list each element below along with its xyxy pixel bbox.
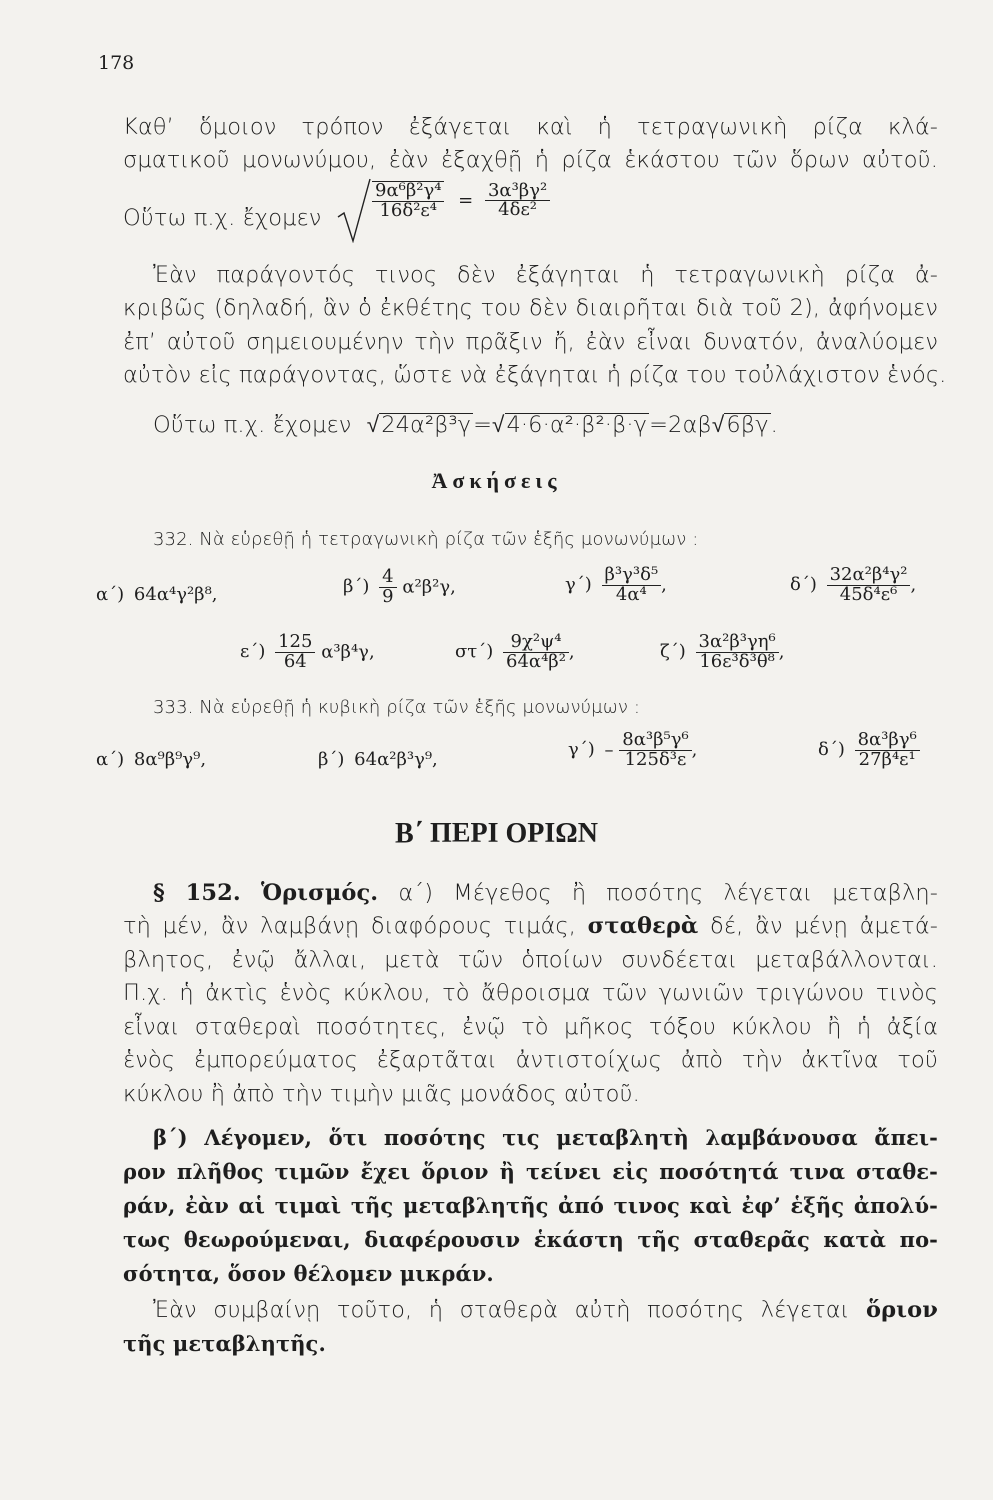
para152-line-7: κύκλου ἢ ἀπὸ τὴν τιμὴν μιᾶς μονάδος αὐτοῦ. xyxy=(123,1081,640,1107)
section-title: Β΄ ΠΕΡΙ ΟΡΙΩΝ xyxy=(395,818,598,849)
para2-line-4: αὐτὸν εἰς παράγοντας, ὥστε νὰ ἐξάγηται ἡ ρίζα του τοὐλάχιστον ἑνός. xyxy=(123,362,947,388)
para152-b-line-4: τως θεωρούμεναι, διαφέρουσιν ἑκάστη τῆς σταθερᾶς κατὰ πο- xyxy=(123,1227,938,1252)
radicand-3: 6βγ xyxy=(726,412,769,438)
exercise-332-c: γ΄) $\frac{\text{β³γ³δ⁵}}{\text{4α⁴}}$ , xyxy=(565,564,667,605)
denominator: 16δ²ε⁴ xyxy=(379,199,437,221)
para152-line-5: εἶναι σταθεραὶ ποσότητες, ἐνῷ τὸ μῆκος τόξου κύκλου ἢ ἡ ἀξία xyxy=(123,1014,938,1040)
para152-line-2: τὴ μέν, ἂν λαμβάνῃ διαφόρους τιμάς, σταθερὰ δέ, ἂν μένῃ ἀμετά- xyxy=(123,913,938,939)
denominator: 4δε² xyxy=(498,199,537,221)
para152-c-line-2: τῆς μεταβλητῆς. xyxy=(123,1331,326,1356)
para2-line-1: Ἐὰν παράγοντός τινος δὲν ἐξάγηται ἡ τετραγωνικὴ ρίζα ἀ- xyxy=(153,262,938,288)
para152-line-1: § 152. Ὁρισμός. α΄) Μέγεθος ἢ ποσότης λέγεται μεταβλη- xyxy=(153,880,938,906)
para2-line-3: ἐπ’ αὐτοῦ σημειουμένην τὴν πρᾶξιν ἤ, ἐὰν εἶναι δυνατόν, ἀναλύομεν xyxy=(123,329,938,355)
exercise-332: 332. Νὰ εὑρεθῇ ἡ τετραγωνικὴ ρίζα τῶν ἑξῆς μονωνύμων : xyxy=(153,529,699,550)
exercises-heading: Ἀσκήσεις xyxy=(431,468,562,493)
exercise-332-z: ζ΄) $\frac{\text{3α²β³γη⁶}}{\text{16ε³δ³θ⁸}}$ , xyxy=(660,631,785,672)
para152-c-line-1: Ἐὰν συμβαίνῃ τοῦτο, ἡ σταθερὰ αὐτὴ ποσότης λέγεται ὅριον xyxy=(153,1297,938,1323)
exercise-333-a: α΄) 8α⁹β⁹γ⁹, xyxy=(96,749,207,770)
intro-line-1: Καθ’ ὅμοιον τρόπον ἐξάγεται καὶ ἡ τετραγωνικὴ ρίζα κλά- xyxy=(123,114,938,140)
fraction-left xyxy=(372,181,444,221)
exercise-332-st: στ΄) $\frac{\text{9χ²ψ⁴}}{\text{64α⁴β²}}$ , xyxy=(455,631,575,672)
numerator: 3α³βγ² xyxy=(485,182,550,202)
exercise-333: 333. Νὰ εὑρεθῇ ἡ κυβικὴ ρίζα τῶν ἑξῆς μονωνύμων : xyxy=(153,697,641,718)
exercise-332-a: α΄) 64α⁴γ²β⁸, xyxy=(96,584,218,605)
radical-sign-icon xyxy=(336,177,374,243)
exercise-332-b: β΄) $\frac{4}{9}$ α²β²γ, xyxy=(343,566,456,607)
exercise-333-c: γ΄) – $\frac{\text{8α³β⁵γ⁶}}{\text{125δ³ε}}$ , xyxy=(568,729,698,770)
numerator: 9α⁶β²γ⁴ xyxy=(372,181,444,202)
result-factor: =2αβ xyxy=(649,412,712,438)
fraction-right xyxy=(485,179,550,221)
radicand-2: 4·6·α²·β²·β·γ xyxy=(506,412,648,438)
para152-b-line-3: ράν, ἐὰν αἱ τιμαὶ τῆς μεταβλητῆς ἀπό τινος καὶ ἐφ’ ἑξῆς ἀπολύ- xyxy=(123,1193,938,1218)
equals-sign: = xyxy=(458,189,474,211)
para2-line-2: κριβῶς (δηλαδή, ἂν ὁ ἐκθέτης του δὲν διαιρῆται διὰ τοῦ 2), ἀφήνομεν xyxy=(123,295,938,321)
exercise-333-d: δ΄) $\frac{\text{8α³βγ⁶}}{\text{27β⁴ε¹}}$ xyxy=(818,731,920,770)
para152-line-4: Π.χ. ἡ ἀκτὶς ἑνὸς κύκλου, τὸ ἄθροισμα τῶν γωνιῶν τριγώνου τινὸς xyxy=(123,980,938,1006)
radical-example: Οὕτω π.χ. ἔχομεν √24α²β³γ=√4·6·α²·β²·β·γ=2αβ√6βγ. xyxy=(153,412,778,438)
para152-b-line-2: ρον πλῆθος τιμῶν ἔχει ὅριον ἢ τείνει εἰς ποσότητά τινα σταθε- xyxy=(123,1159,938,1184)
equals-sign: = xyxy=(473,412,493,438)
exercise-332-d: δ΄) $\frac{\text{32α²β⁴γ²}}{\text{45δ⁴ε⁶}}$ , xyxy=(790,564,917,605)
page-number: 178 xyxy=(98,52,135,74)
para152-b-line-1: β΄) Λέγομεν, ὅτι ποσότης τις μεταβλητὴ λαμβάνουσα ἄπει- xyxy=(153,1125,938,1150)
para152-b-line-5: σότητα, ὅσον θέλομεν μικράν. xyxy=(123,1261,494,1286)
exercise-333-b: β΄) 64α²β³γ⁹, xyxy=(318,749,438,770)
sqrt-fraction-example xyxy=(370,181,550,221)
example-lead-1: Οὕτω π.χ. ἔχομεν xyxy=(123,205,322,231)
period: . xyxy=(770,412,778,438)
exercise-332-e: ε΄) $\frac{125}{64}$ α³β⁴γ, xyxy=(240,631,375,672)
para152-line-6: ἑνὸς ἐμπορεύματος ἐξαρτᾶται ἀντιστοίχως ἀπὸ τὴν ἀκτῖνα τοῦ xyxy=(123,1047,938,1073)
intro-line-2: σματικοῦ μονωνύμου, ἐὰν ἐξαχθῇ ἡ ρίζα ἑκάστου τῶν ὅρων αὐτοῦ. xyxy=(123,147,938,173)
radicand-1: 24α²β³γ xyxy=(381,412,472,438)
para152-line-3: βλητος, ἐνῷ ἄλλαι, μετὰ τῶν ὁποίων συνδέεται μεταβάλλονται. xyxy=(123,947,938,973)
example-lead-2: Οὕτω π.χ. ἔχομεν xyxy=(153,412,352,438)
